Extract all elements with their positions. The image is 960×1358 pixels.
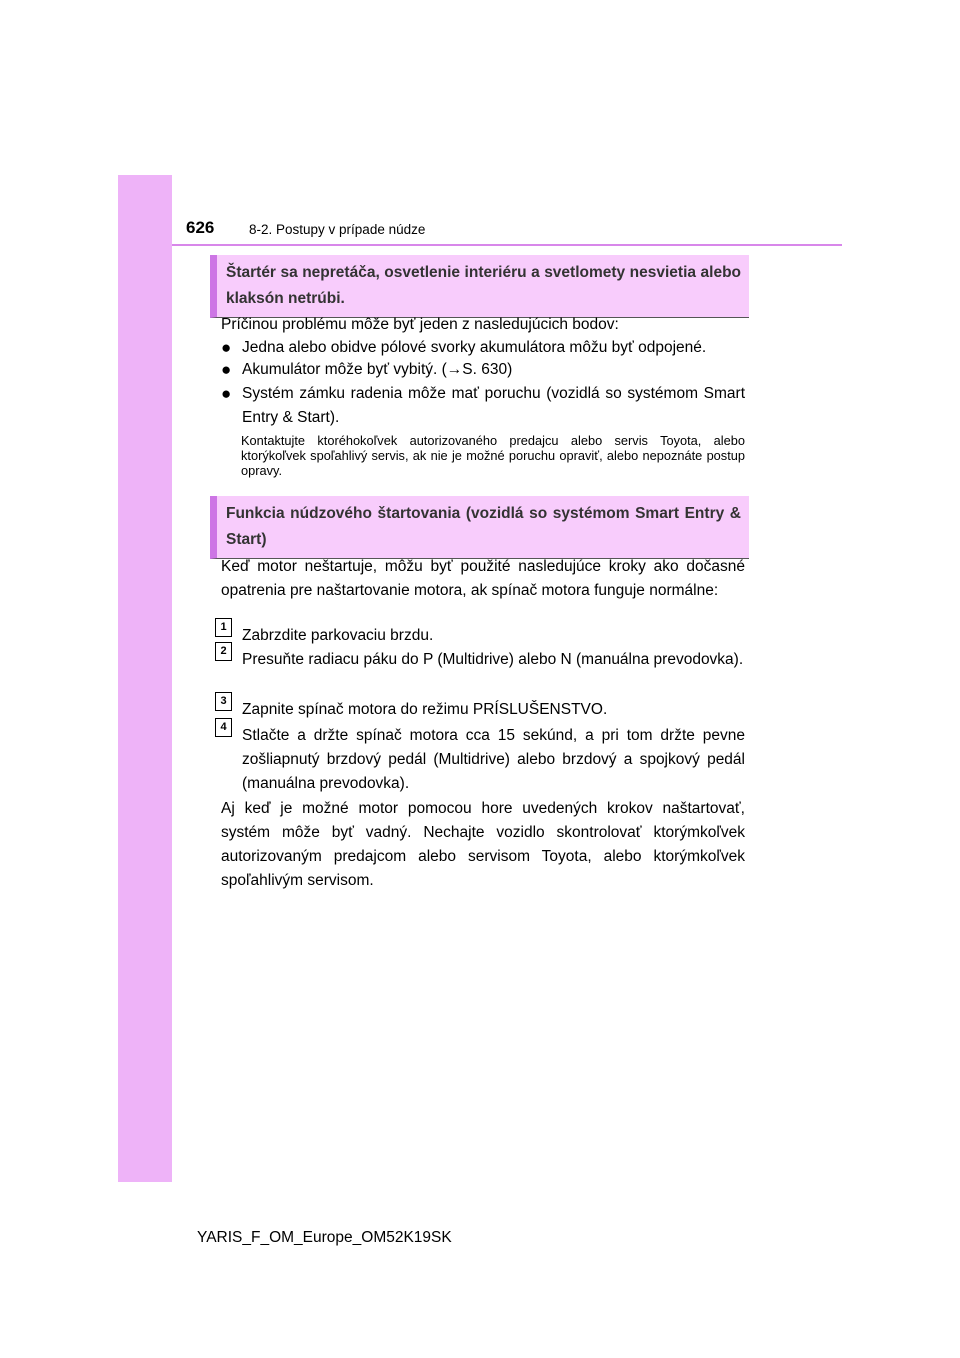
bullet-text: Jedna alebo obidve pólové svorky akumulátora môžu byť odpojené. [242, 339, 707, 356]
section-heading-starter: Štartér sa nepretáča, osvetlenie interiéru a svetlomety nesvietia alebo klaksón netrúbi. [210, 255, 749, 318]
list-item [221, 382, 745, 430]
step-item [220, 721, 745, 796]
list-item [221, 358, 745, 382]
list-item [221, 336, 745, 360]
footer-doc-code: YARIS_F_OM_Europe_OM52K19SK [197, 1229, 452, 1246]
step-text: Presuňte radiacu páku do P (Multidrive) alebo N (manuálna prevodovka). [242, 651, 744, 668]
bullet-icon: ● [221, 338, 232, 357]
bullet-icon: ● [221, 384, 232, 403]
step-text: Stlačte a držte spínač motora cca 15 sekúnd, a pri tom držte pevne zošliapnutý brzdový pedál (Multidrive) alebo brzdový a spojkový pedál (manuálna prevodovka). [242, 727, 745, 792]
section-title: 8-2. Postupy v prípade núdze [249, 222, 426, 237]
step-item [220, 645, 745, 672]
section1-intro: Príčinou problému môže byť jeden z nasledujúcich bodov: [221, 316, 619, 333]
bullet-icon: ● [221, 360, 232, 379]
step-item [220, 621, 745, 648]
header-divider [172, 244, 842, 246]
closing-paragraph: Aj keď je možné motor pomocou hore uvedených krokov naštartovať, systém môže byť vadný. Nechajte vozidlo skontrolovať ktorýmkoľvek autorizovaným predajcom alebo servisom Toyota, alebo ktorýmkoľvek spoľahlivým servisom. [221, 800, 745, 889]
side-tab-band [118, 175, 172, 1182]
bullet-text: Akumulátor môže byť vybitý. (→S. 630) [242, 361, 513, 378]
step-number-badge: 2 [215, 642, 232, 661]
page-number: 626 [186, 218, 215, 237]
section2-intro: Keď motor neštartuje, môžu byť použité nasledujúce kroky ako dočasné opatrenia pre naštartovanie motora, ak spínač motora funguje normálne: [221, 558, 745, 599]
step-number-badge: 4 [215, 718, 232, 737]
bullet-text: Systém zámku radenia môže mať poruchu (vozidlá so systémom Smart Entry & Start). [242, 385, 745, 426]
step-text: Zabrzdite parkovaciu brzdu. [242, 627, 434, 644]
step-item [220, 695, 745, 722]
note-text: Kontaktujte ktoréhokoľvek autorizovaného predajcu alebo servis Toyota, alebo ktorýkoľvek spoľahlivý servis, ak nie je možné poruchu opraviť, alebo nepoznáte postup opravy. [241, 433, 745, 478]
section-heading-emergency-start: Funkcia núdzového štartovania (vozidlá so systémom Smart Entry & Start) [210, 496, 749, 559]
step-text: Zapnite spínač motora do režimu PRÍSLUŠENSTVO. [242, 701, 608, 718]
step-number-badge: 1 [215, 618, 232, 637]
step-number-badge: 3 [215, 692, 232, 711]
